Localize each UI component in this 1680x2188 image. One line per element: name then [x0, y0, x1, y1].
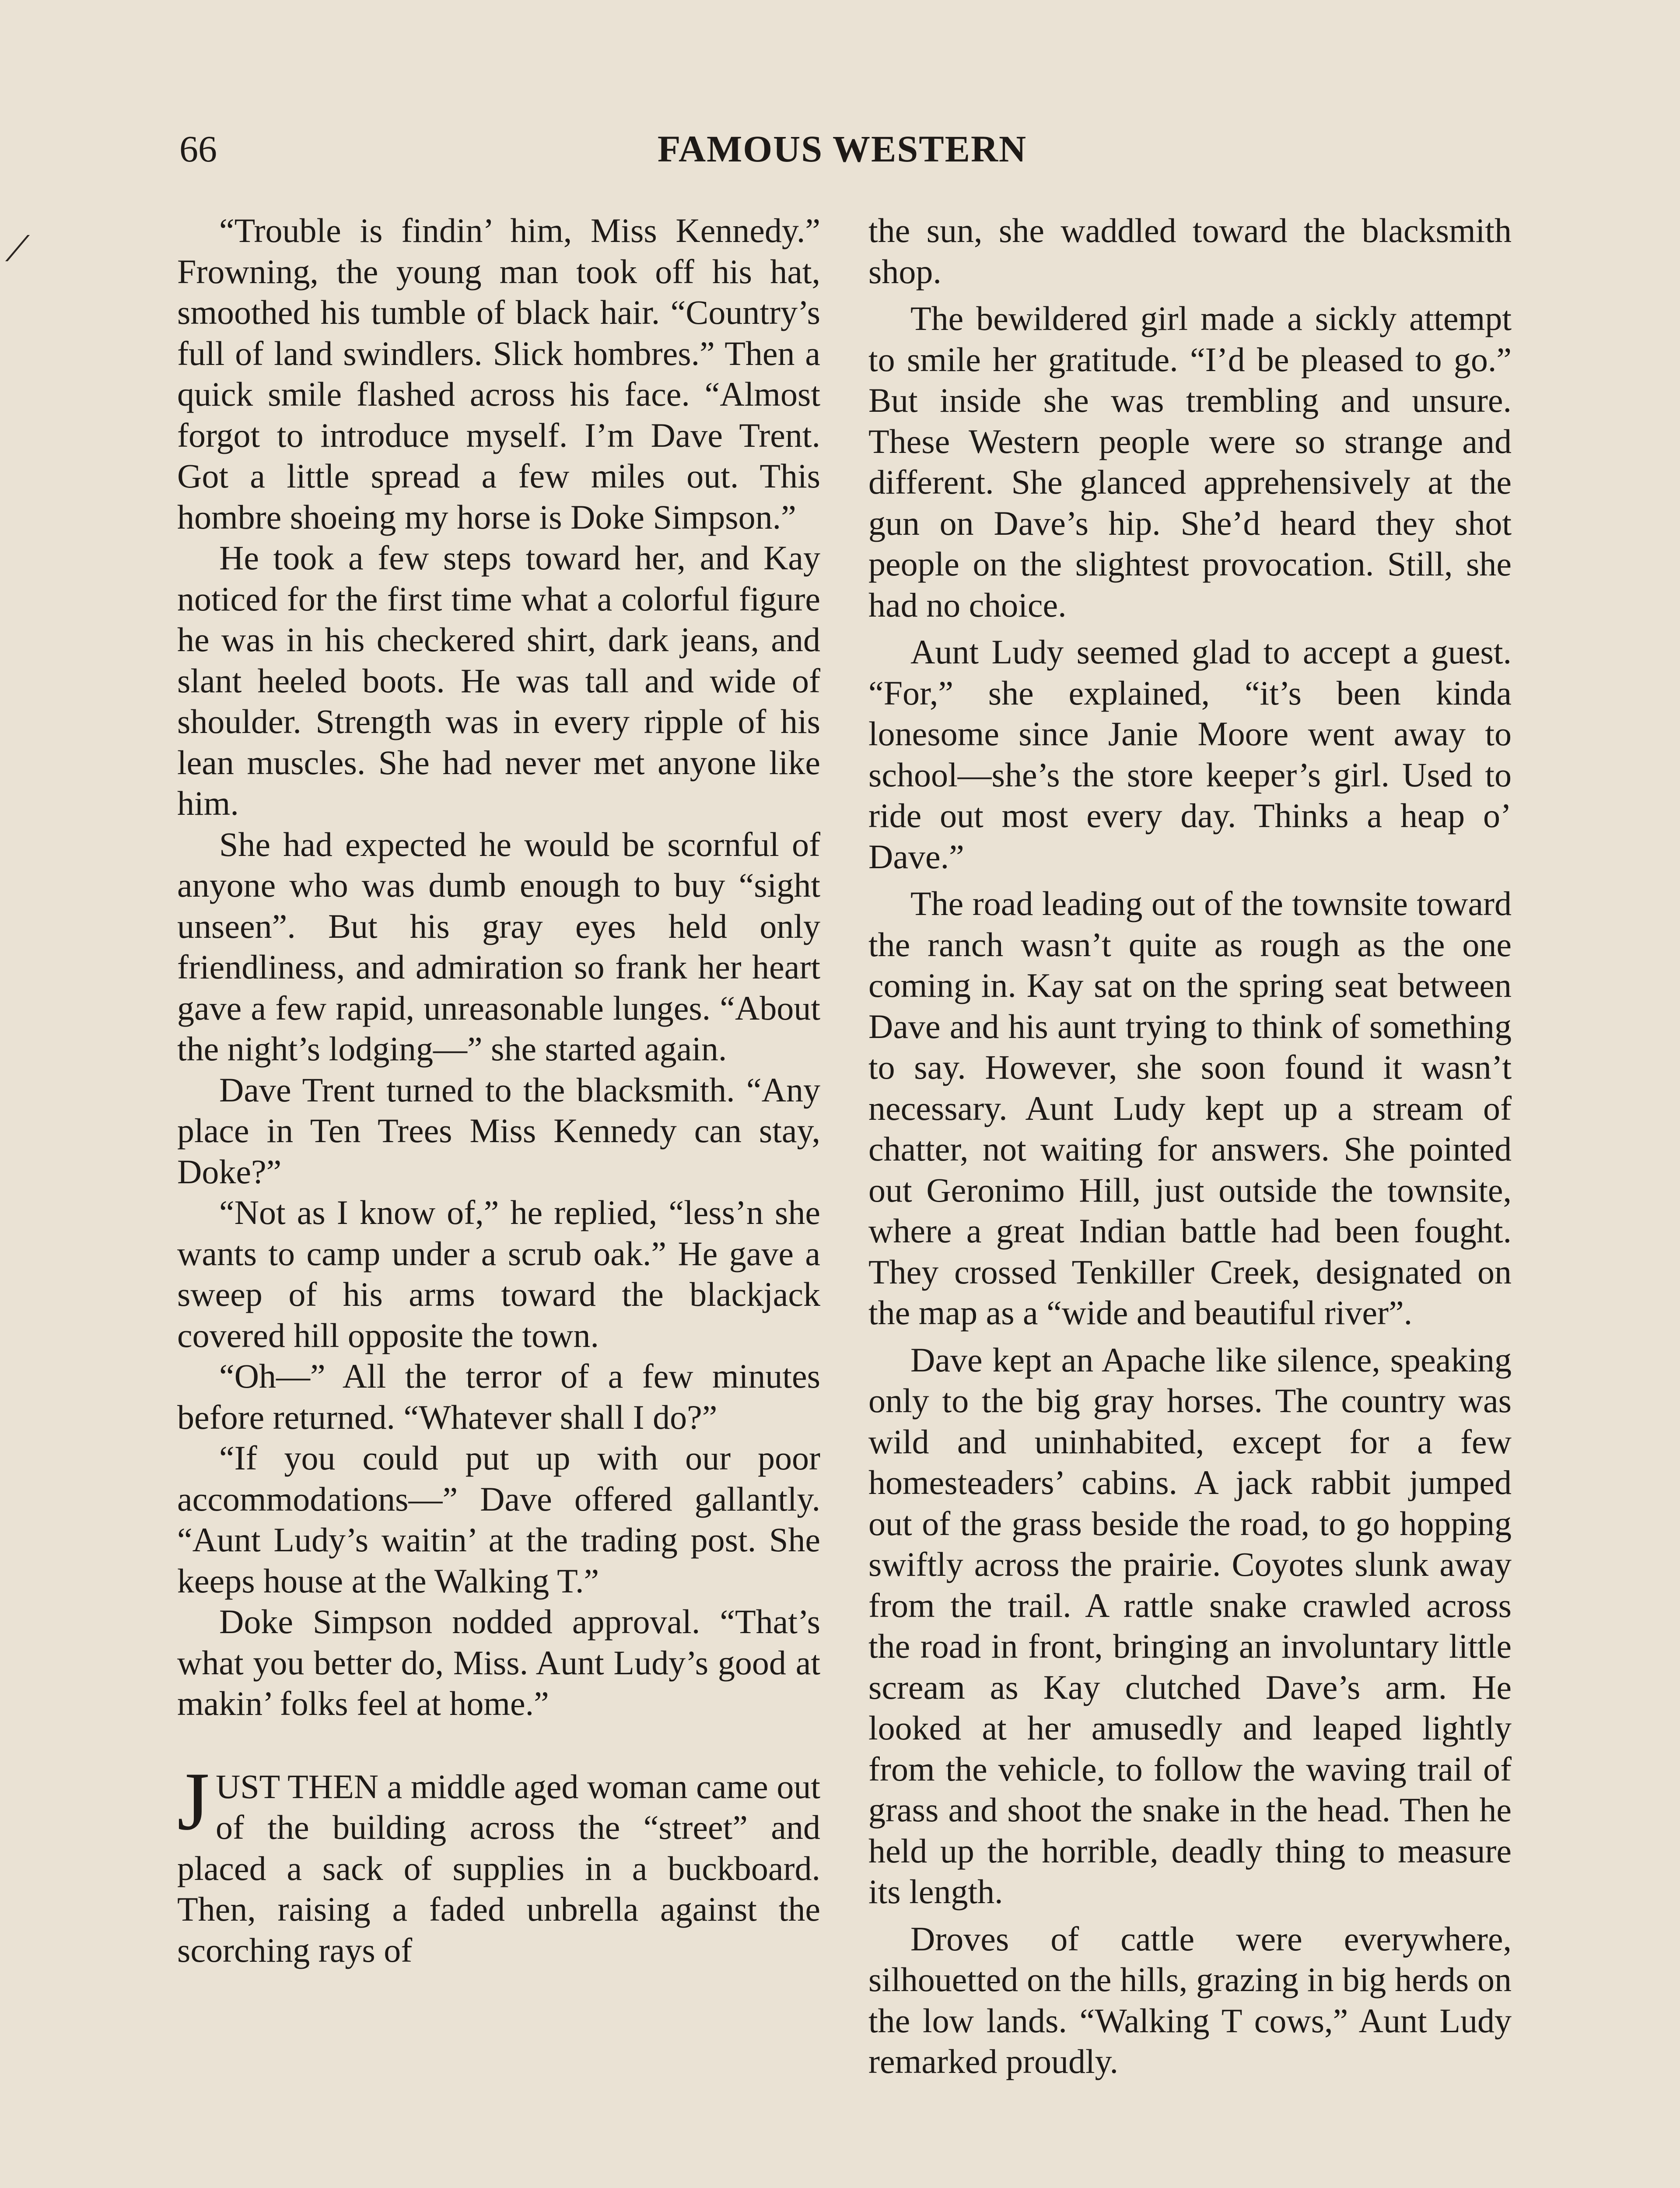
paragraph: The bewildered girl made a sickly attempt to smile her gratitude. “I’d be pleased to go.” But inside she was trembling and unsure. These Western people were so strange and different. She glanced apprehensively at the gun on Dave’s hip. She’d heard they shot people on the slightest provocation. Still, she had no choice.	[868, 299, 1512, 624]
page-number: 66	[179, 128, 217, 170]
margin-pencil-mark: ⟋	[5, 230, 30, 269]
paragraph: “Trouble is findin’ him, Miss Kennedy.” Frowning, the young man took off his hat, smoothed his tumble of black hair. “Country’s full of land swindlers. Slick hombres.” Then a quick smile flashed across his face. “Almost forgot to introduce myself. I’m Dave Trent. Got a little spread a few miles out. This hombre shoeing my horse is Doke Simpson.”	[177, 211, 820, 536]
page-header	[179, 125, 1505, 173]
paragraph: Dave Trent turned to the blacksmith. “Any place in Ten Trees Miss Kennedy can stay, Doke?”	[177, 1070, 820, 1191]
paragraph-text: UST THEN a middle aged woman came out of the building across the “street” and placed a sack of supplies in a buckboard. Then, raising a faded unbrella against the scorching rays of	[177, 1767, 820, 1969]
paragraph: The road leading out of the townsite toward the ranch wasn’t quite as rough as the one coming in. Kay sat on the spring seat between Dave and his aunt trying to think of something to say. However, she soon found it wasn’t necessary. Aunt Ludy kept up a stream of chatter, not waiting for answers. She pointed out Geronimo Hill, just outside the townsite, where a great Indian battle had been fought. They crossed Tenkiller Creek, designated on the map as a “wide and beautiful river”.	[868, 884, 1512, 1332]
right-column	[868, 210, 1512, 2082]
paragraph: Dave kept an Apache like silence, speaking only to the big gray horses. The country was wild and uninhabited, except for a few homesteaders’ cabins. A jack rabbit jumped out of the grass beside the road, to go hopping swiftly across the prairie. Coyotes slunk away from the trail. A rattle snake crawled across the road in front, bringing an involuntary little scream as Kay clutched Dave’s arm. He looked at her amusedly and leaped lightly from the vehicle, to follow the waving trail of grass and shoot the snake in the head. Then he held up the horrible, deadly thing to measure its length.	[868, 1340, 1512, 1911]
paragraph: Droves of cattle were everywhere, silhouetted on the hills, grazing in big herds on the low lands. “Walking T cows,” Aunt Ludy remarked proudly.	[868, 1919, 1512, 2080]
paragraph: “If you could put up with our poor accommodations—” Dave offered gallantly. “Aunt Ludy’s waitin’ at the trading post. She keeps house at the Walking T.”	[177, 1439, 820, 1600]
paragraph: Doke Simpson nodded approval. “That’s what you better do, Miss. Aunt Ludy’s good at makin’ folks feel at home.”	[177, 1602, 820, 1722]
running-head: FAMOUS WESTERN	[657, 128, 1027, 170]
paragraph-continued: the sun, she waddled toward the blacksmith shop.	[868, 211, 1512, 291]
paragraph: “Not as I know of,” he replied, “less’n she wants to camp under a scrub oak.” He gave a sweep of his arms toward the blackjack covered hill opposite the town.	[177, 1193, 820, 1354]
left-column	[177, 210, 820, 1971]
paragraph: She had expected he would be scornful of anyone who was dumb enough to buy “sight unseen”. But his gray eyes held only friendliness, and admiration so frank her heart gave a few rapid, unreasonable lunges. “About the night’s lodging—” she started again.	[177, 825, 820, 1068]
paragraph: He took a few steps toward her, and Kay noticed for the first time what a colorful figure he was in his checkered shirt, dark jeans, and slant heeled boots. He was tall and wide of shoulder. Strength was in every ripple of his lean muscles. She had never met anyone like him.	[177, 539, 820, 822]
section-opening-paragraph	[177, 1755, 820, 1971]
paragraph: Aunt Ludy seemed glad to accept a guest. “For,” she explained, “it’s been kinda lonesome since Janie Moore went away to school—she’s the store keeper’s girl. Used to ride out most every day. Thinks a heap o’ Dave.”	[868, 633, 1512, 876]
paragraph: “Oh—” All the terror of a few minutes before returned. “Whatever shall I do?”	[177, 1357, 820, 1436]
drop-cap: J	[177, 1755, 210, 1848]
